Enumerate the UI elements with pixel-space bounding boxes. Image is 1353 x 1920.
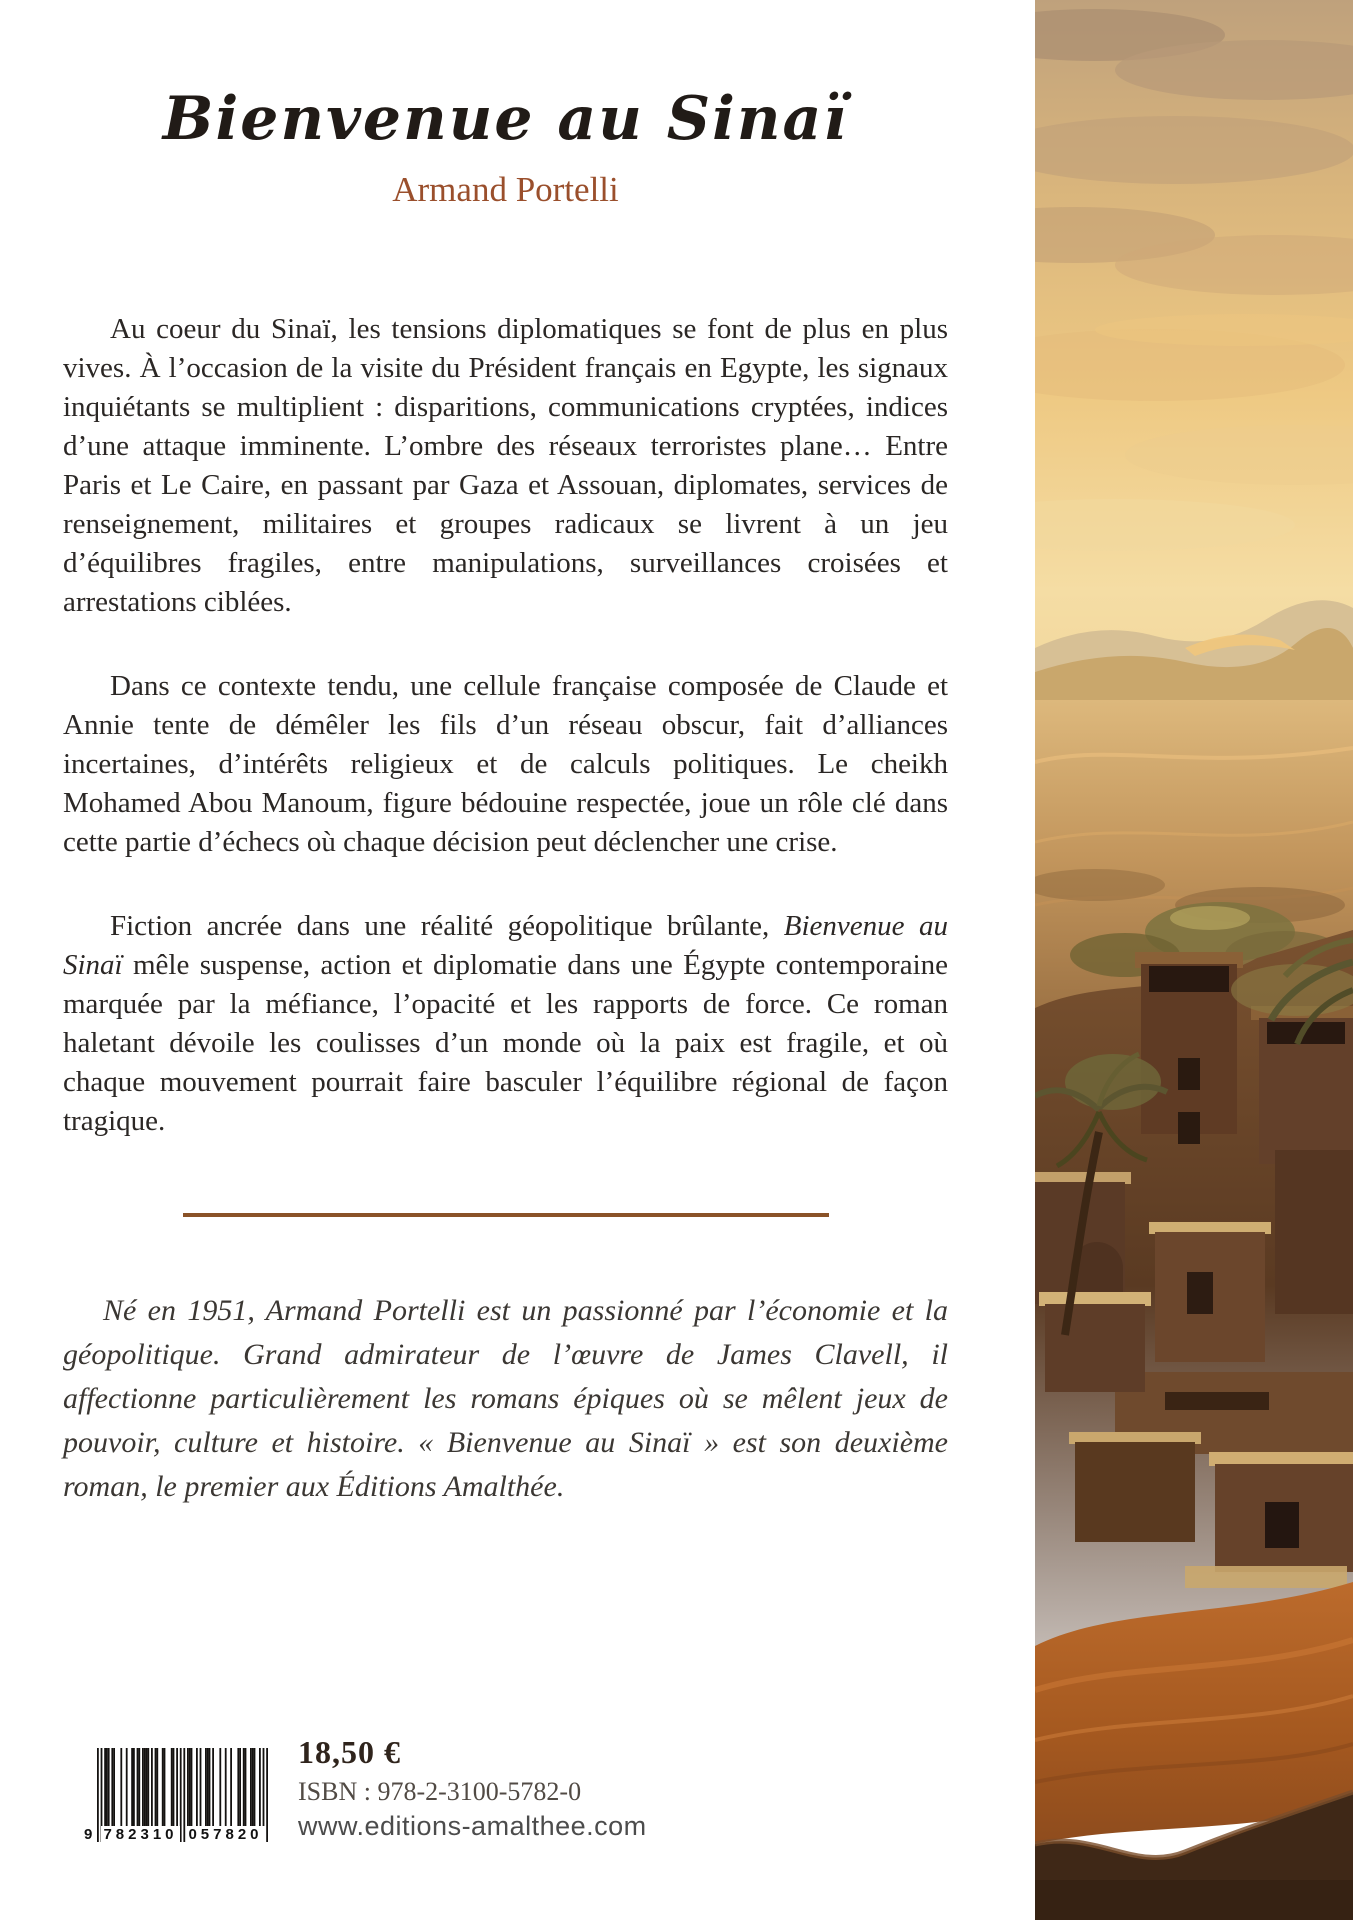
barcode-digits-left: 782310	[101, 1826, 180, 1843]
publisher-website: www.editions-amalthee.com	[298, 1811, 647, 1841]
back-cover-text-column	[63, 0, 948, 1509]
barcode-digit-first: 9	[84, 1826, 93, 1843]
book-author: Armand Portelli	[392, 170, 619, 209]
sinai-desert-sunset-artwork	[1035, 0, 1353, 1920]
section-divider-rule	[183, 1213, 829, 1217]
barcode-digits-right: 057820	[186, 1826, 265, 1843]
price: 18,50 €	[298, 1734, 401, 1770]
inline-book-title: Bienvenue au Sinaï	[63, 910, 948, 981]
desert-village-illustration	[1035, 0, 1353, 1920]
synopsis-p3-lead: Fiction ancrée dans une réalité géopolitique brûlante,	[110, 910, 784, 942]
synopsis	[63, 310, 948, 1141]
ean13-barcode	[84, 1748, 284, 1858]
synopsis-paragraph-2: Dans ce contexte tendu, une cellule française composée de Claude et Annie tente de démêler les fils d’un réseau obscur, fait d’alliances incertaines, d’intérêts religieux et de calculs politiques. Le cheikh Mohamed Abou Manoum, figure bédouine respectée, joue un rôle clé dans cette partie d’échecs où chaque décision peut déclencher une crise.	[63, 670, 948, 858]
synopsis-p3-tail: mêle suspense, action et diplomatie dans une Égypte contemporaine marquée par la méfiance, l’opacité et les rapports de force. Ce roman haletant dévoile les coulisses d’un monde où la paix est fragile, et où chaque mouvement pourrait faire basculer l’équilibre régional de façon tragique.	[63, 949, 948, 1137]
book-title: Bienvenue au Sinaï	[162, 84, 849, 154]
synopsis-paragraph-1: Au coeur du Sinaï, les tensions diplomatiques se font de plus en plus vives. À l’occasion de la visite du Président français en Egypte, les signaux inquiétants se multiplient : disparitions, communications cryptées, indices d’une attaque imminente. L’ombre des réseaux terroristes plane… Entre Paris et Le Caire, en passant par Gaza et Assouan, diplomates, services de renseignement, militaires et groupes radicaux se livrent à un jeu d’équilibres fragiles, entre manipulations, surveillances croisées et arrestations ciblées.	[63, 313, 948, 618]
sale-info	[298, 1734, 718, 1842]
synopsis-paragraph-3	[63, 907, 948, 1141]
barcode-digits	[84, 1826, 282, 1843]
isbn: ISBN : 978-2-3100-5782-0	[298, 1777, 582, 1806]
author-biography: Né en 1951, Armand Portelli est un passionné par l’économie et la géopolitique. Grand admirateur de l’œuvre de James Clavell, il affectionne particulièrement les romans épiques où se mêlent jeux de pouvoir, culture et histoire. « Bienvenue au Sinaï » est son deuxième roman, le premier aux Éditions Amalthée.	[63, 1294, 948, 1503]
